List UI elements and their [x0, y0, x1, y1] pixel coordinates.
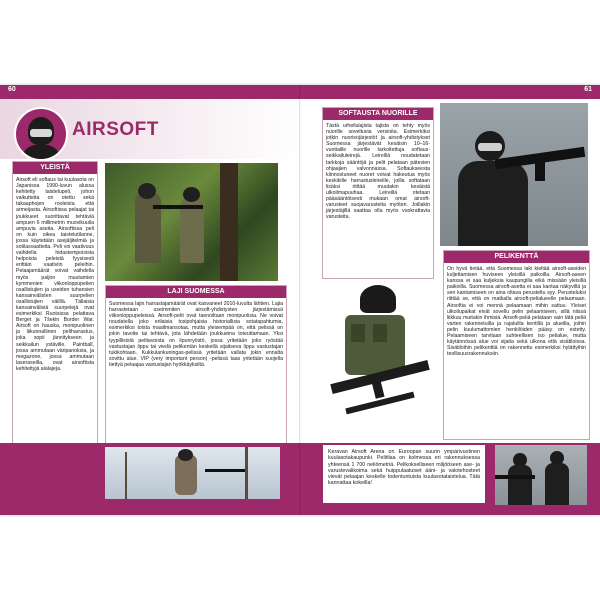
section-laji-suomessa [105, 285, 287, 452]
section-text: On hyvä tietää, että Suomessa laki kieltää airsoft-aseiden kuljettamisen huviseen yleisillä paikoilla. Airsoft-aseen kanssa ei saa kuljeksia kaupungilla eikä missään yleisillä paikoilla. Suomessa airsoft-asetta ei saa kantaa näkyvillä ja sen kantamiseen on aina oltava perusteltu syy. Perusteluksi riittää se, että on matkalla airsoft-pelialueelle pelaamaan. Airsoftia ei voi mennä pelaamaan mihin sattuu. Yleiset ulkoilupaikat eivät sovellu pelin pelaamiseen, sillä niissä liikkuu muitakin ihmisiä. Airsoft-peliä pelataan vain tätä peliä varten rakennetuilla ja rajatuilla kentillä ja alueilla, joihin pelin kuulumattomien henkilöiden pääsy on estetty. Pelaamiseen tarvitaan suhteellisen iso pelialue, mutta käytännössä alue voi sijaita sekä ulkona että sisätiloissa. Sisätiloihin pelikenttiä on rakennettu esimerkiksi hylättyihin teollisuusrakennuksiin. [447, 266, 586, 358]
page-gutter [299, 85, 301, 515]
section-text: Airsoft eli softaus tai kuulasota on Japanissa 1990-luvun alussa kehitetty taistelupeli, johon vaikutteita on otettu sekä takaaphojen rooleista että armeijasta. Airsoftissa pelaajat tai joukkueet suorittavat tehtäviä ampuen 6 millimetrin muovikuulia ampuvia aseita. Airsoftissa peli on kuin oikea taistelutilanne, jossa käytetään asejäljitelmiä ja sotilasvaatteita. Peli voi vaativuus vaihdella hidastempoisista helpoista peleistä fyysisesti erittäin vaativiin peleihin. Pelaajamäärät voivat vaihdella myös paljon muutamien kymmenien viikonloppupelien osallistujien ja useiden tuhansien kansainvälisten suurpelien osallistujien välillä. Tällaisia kansainvälisiä suurpelejä ovat esimerkiksi Ruotsissa pelattava Berget ja Tšekin Border War. Airsoft on hauska, monipuolinen ja liikunnallinen peliharrastus, joka sopii jännitykseen ja seikkailun ystäville. Paintball, jossa ammutaan väripanoksia, ja megazone, jossa ammutaan laseraseilla, ovat airsoftista kehitettyjä alalajeja. [16, 177, 94, 372]
snow-players-photo [105, 447, 280, 499]
two-players-photo [495, 445, 587, 505]
page-number-left: 60 [8, 86, 16, 93]
callout-text: Keravan Airsoft Arena on Euroopan suurin ympärivuotinen kuulasotakaupunki. Pelitilaa on kolmessa eri rakennuksessa yhteensä 1 700 neliömetriä. Pelikokselliseen miljööseen ase- ja varustevalikoima sekä huippulaatuiset ääni- ja valotehosteet vievät pelaajan keskelle todentuntuista kuulasotataistelua. Tätä kannattaa kokeilla! [328, 449, 480, 487]
magazine-spread [0, 85, 600, 515]
section-heading: SOFTAUSTA NUORILLE [323, 108, 433, 120]
section-heading: YLEISTÄ [13, 162, 97, 174]
title-area [0, 99, 300, 159]
page-title: AIRSOFT [72, 119, 159, 140]
section-softausta-nuorille [322, 107, 434, 279]
keravan-arena-callout [323, 445, 485, 503]
section-pelikentta [443, 250, 590, 440]
section-text: Tästä urheilulajista tajista on tehty myös nuorille soveltuvia versioita. Esimerkiksi jotkin nuorisojärjestöt ja airsoft-yhdistykset Suomessa järjestävät kesäisin 10–16-vuotiaille nuorille tarkoitettuja softaus-seikkailuleirejä. Leireillä noudatetaan tarkkoja sääntöjä ja pelit pelataan pätevien ohjaajien valvonnassa. Softaukseesta kiinnostuneet nuoret voivat hakeutua myös keskikille harrastusleireille, joilla softataan lisäksi riittää muutakin kesäistä ulkoilmapuuhaa. Leireillä otetaan pääsääntöisesti mukaan omat airsoft-varusteet suojavarusteita myöten. Joillakin järjestäjillä saattaa olla myös vuokrattavia varusteita. [326, 123, 430, 221]
forest-players-photo [105, 163, 278, 281]
section-text: Suomessa lajin harrastajamäärät ovat kasvaneet 2010-luvulta lähtien. Lajia harrastetaan useimmiten airsoft-yhdistysten järjestämissä viikonloppupeleissä. Airsoft-pelit ovat taenoiltaan monipuolisia. Ne voivat noudatella joko erilaisia tosipohjaisia historiallisia sotatapahtumia, esimerkiksi toista maailmansotaa, mutta yleisempää on, että pelissä on jokin tavoite tai tehtävä, jota lähdetään joukkueina toteuttamaan. Yksi tyypillisistä pelitavoista on lipunryöstö, jossa yritetään joko ryöstää vastustajan lippu tai viedä pelikentän keskellä sijaitseva lippu vastustajan tukikohtaan. Kukkulankuningas-pelissä yritetään vallata jokin ennalta sovittu alue. VIP (very important person) -pelissä taas yritetään suojella tiettyä pelaajaa vastustajan hyökkäyksiltä. [109, 301, 283, 368]
airsoft-player-icon [14, 107, 68, 161]
section-heading: LAJI SUOMESSA [106, 286, 286, 298]
player-aiming-photo [440, 103, 588, 246]
section-heading: PELIKENTTÄ [444, 251, 589, 263]
airsoft-gear-photo [325, 280, 435, 440]
page-number-right: 61 [584, 86, 592, 93]
